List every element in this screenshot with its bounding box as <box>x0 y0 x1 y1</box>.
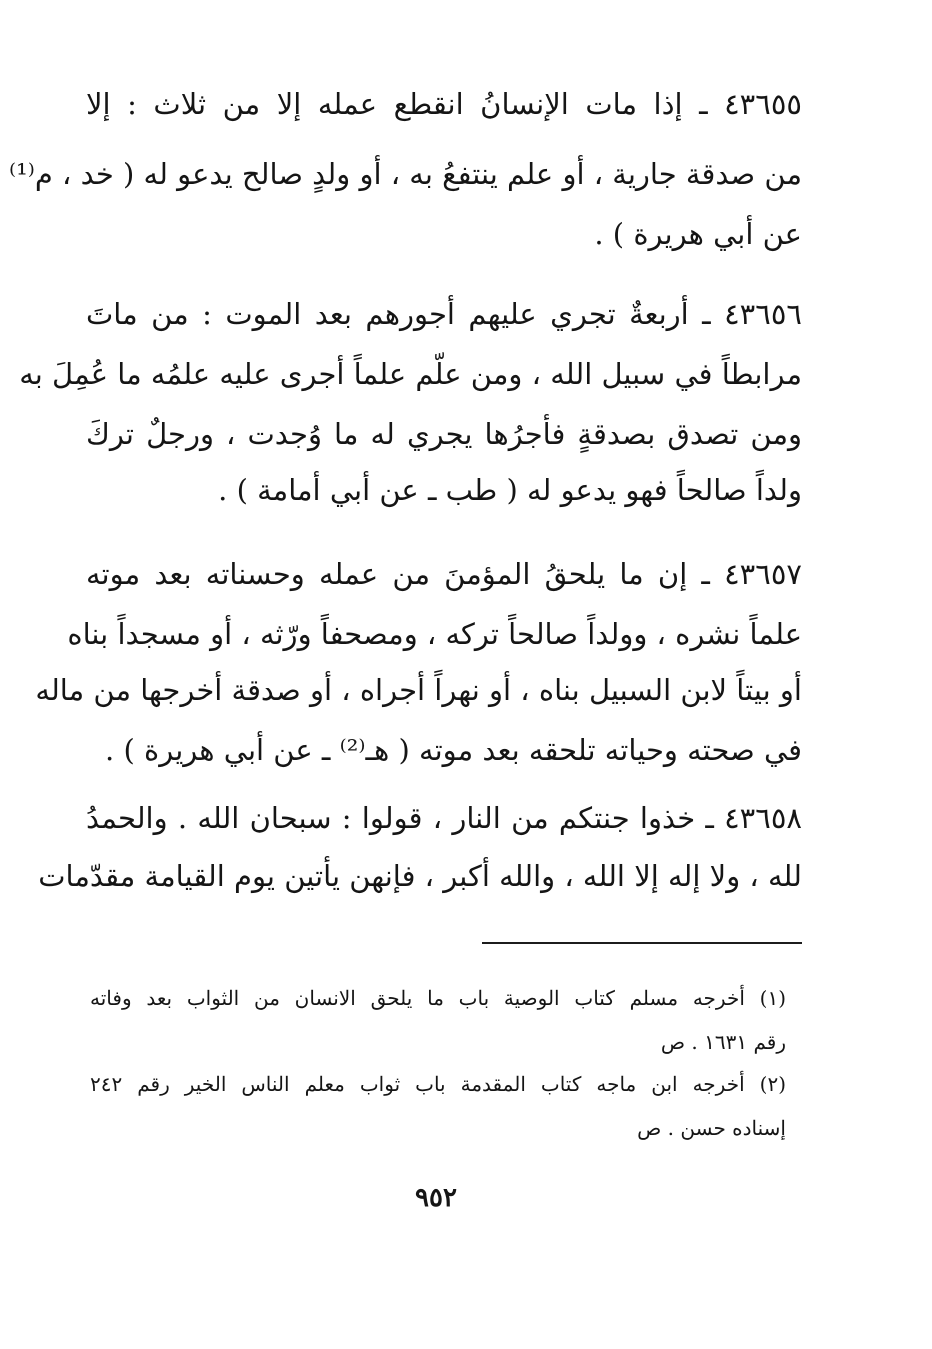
footnote-2-line-1: (٢) أخرجه ابن ماجه كتاب المقدمة باب ثواب معلم الناس الخير رقم ٢٤٢ <box>90 1072 786 1096</box>
entry-43657-line-2: علماً نشره ، وولداً صالحاً تركه ، ومصحفاً ورّثه ، أو مسجداً بناه <box>67 617 802 651</box>
entry-43655-line-3: عن أبي هريرة ) . <box>594 217 802 251</box>
entry-43656-line-2: مرابطاً في سبيل الله ، ومن علّم علماً أجرى عليه علمُه ما عُمِلَ به <box>19 357 802 391</box>
entry-43658-line-2: لله ، ولا إله إلا الله ، والله أكبر ، فإنهن يأتين يوم القيامة مقدّمات <box>38 859 802 893</box>
entry-43656-line-4: ولداً صالحاً فهو يدعو له ( طب ـ عن أبي أمامة ) . <box>218 473 802 507</box>
page-number: ٩٥٢ <box>415 1183 457 1213</box>
entry-43657-line-3: أو بيتاً لابن السبيل بناه ، أو نهراً أجراه ، أو صدقة أخرجها من ماله <box>35 673 802 707</box>
entry-43658-line-1: ٤٣٦٥٨ ـ خذوا جنتكم من النار ، قولوا : سبحان الله . والحمدُ <box>86 801 802 835</box>
entry-43656-line-3: ومن تصدق بصدقةٍ فأجرُها يجري له ما وُجدت ، ورجلٌ تركَ <box>86 417 802 451</box>
footnote-2-line-2: إسناده حسن . ص <box>637 1116 786 1140</box>
entry-43655-line-1: ٤٣٦٥٥ ـ إذا مات الإنسانُ انقطع عمله إلا من ثلاث : إلا <box>86 87 802 121</box>
footnote-1-line-1: (١) أخرجه مسلم كتاب الوصية باب ما يلحق الانسان من الثواب بعد وفاته <box>90 986 786 1010</box>
entry-43657-line-1: ٤٣٦٥٧ ـ إن ما يلحقُ المؤمنَ من عمله وحسناته بعد موته <box>86 557 802 591</box>
footnote-1-line-2: رقم ١٦٣١ . ص <box>660 1030 786 1054</box>
entry-43657-line-4: في صحته وحياته تلحقه بعد موته ( هـ⁽²⁾ ـ عن أبي هريرة ) . <box>105 733 802 767</box>
entry-43655-line-2: من صدقة جارية ، أو علم ينتفعُ به ، أو ولدٍ صالح يدعو له ( خد ، م⁽¹⁾ <box>8 157 802 191</box>
entry-43656-line-1: ٤٣٦٥٦ ـ أربعةٌ تجري عليهم أجورهم بعد الموت : من ماتَ <box>86 297 802 331</box>
footnote-separator <box>482 942 802 944</box>
